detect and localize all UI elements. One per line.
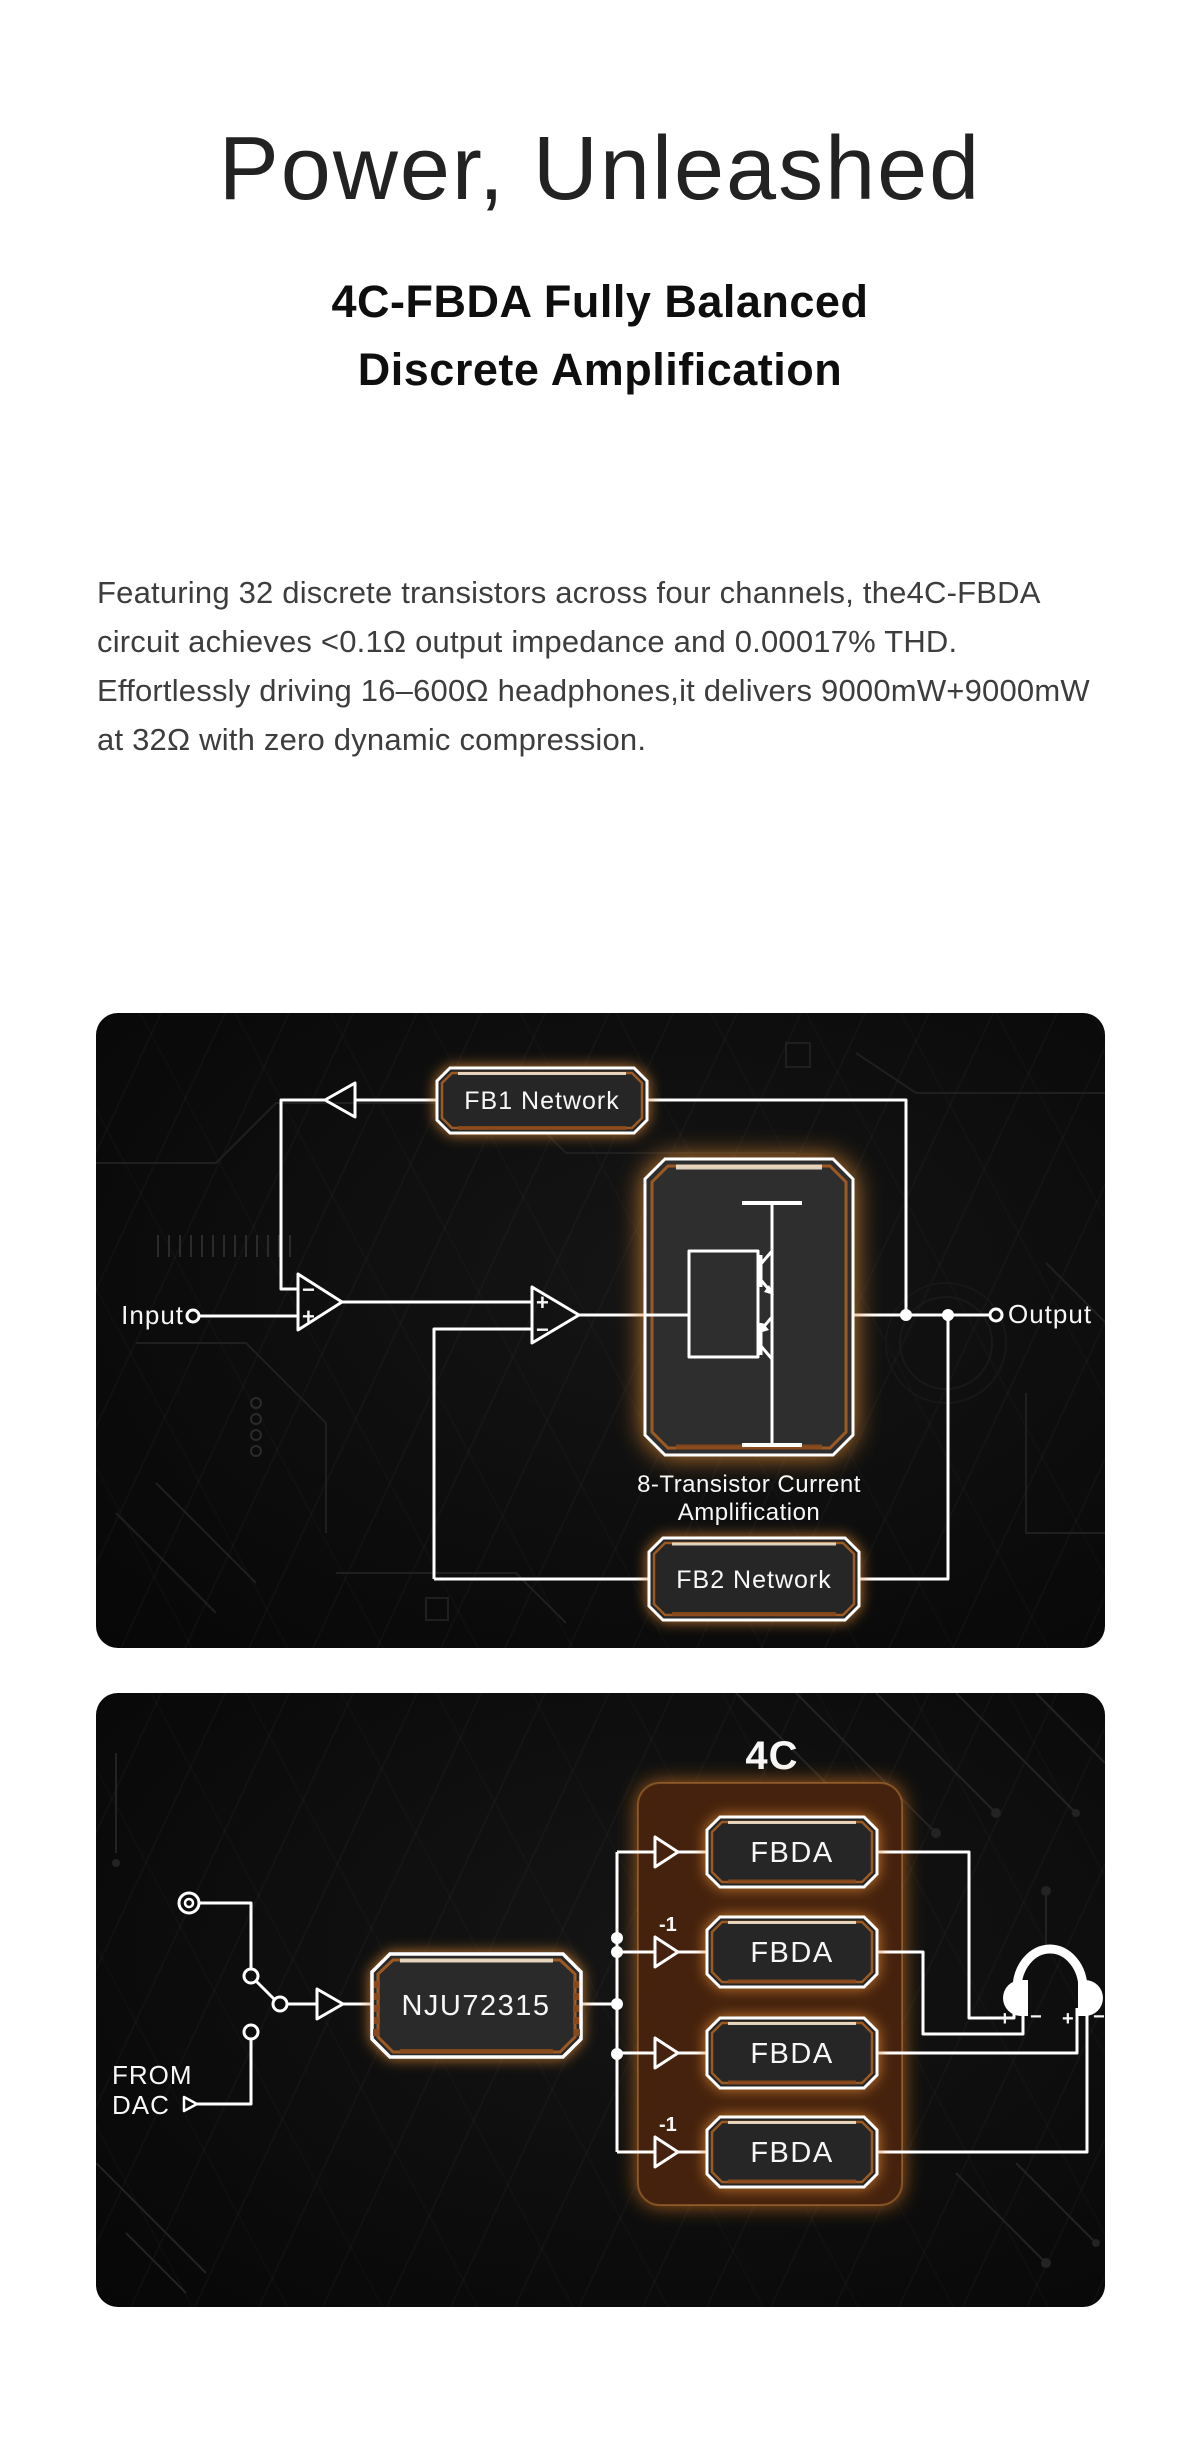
fb2-network-label: FB2 Network — [676, 1566, 832, 1594]
fb1-network-box — [437, 1068, 647, 1133]
inverter1-gain-label: -1 — [659, 1914, 677, 1936]
fbda-schematic-panel — [96, 1013, 1105, 1648]
fbda-label-3: FBDA — [750, 2038, 834, 2070]
dac-arrow-icon — [184, 2097, 197, 2111]
input-buffer-icon — [317, 1989, 343, 2019]
junction-dot — [611, 1998, 623, 2010]
feature-description: Featuring 32 discrete transistors across four channels, the4C-FBDA circuit achieves <0.1Ω output impedance and 0.00017% THD. Effortlessly driving 16–600Ω headphones,it delivers 9000mW+9000mW at 32Ω with zero dynamic compression. — [97, 575, 1090, 757]
fbda-label-2: FBDA — [750, 1937, 834, 1969]
junction-dot — [611, 1946, 623, 1958]
circuit-texture — [96, 1693, 1105, 2293]
headphone-left-plus: + — [999, 2008, 1011, 2030]
headphones-icon — [1003, 1949, 1103, 2016]
line-in-jack-icon — [179, 1893, 199, 1913]
headphone-left-minus: − — [1030, 2006, 1042, 2028]
group-4c-label: 4C — [745, 1734, 799, 1778]
page-title: Power, Unleashed — [218, 119, 982, 219]
fbda-schematic-diagram — [96, 1013, 1105, 1648]
fb1-network-label: FB1 Network — [464, 1087, 620, 1115]
nju72315-label: NJU72315 — [401, 1990, 551, 2022]
input-label: Input — [121, 1300, 184, 1330]
nju72315-chip — [372, 1954, 581, 2057]
subtitle-line-1: 4C-FBDA Fully Balanced — [331, 276, 869, 327]
from-dac-label-line1: FROM — [112, 2060, 193, 2090]
junction-dot — [611, 1932, 623, 1944]
block-caption-line1: 8-Transistor Current — [637, 1471, 861, 1498]
fbda-label-1: FBDA — [750, 1837, 834, 1869]
input-switch — [244, 1969, 287, 2039]
page-subtitle — [0, 268, 1200, 404]
opamp2-icon — [532, 1287, 579, 1343]
input-terminal — [187, 1310, 199, 1322]
fb1-inverter-icon — [325, 1083, 355, 1117]
fbda-box-2 — [707, 1917, 877, 1987]
fbda-label-4: FBDA — [750, 2137, 834, 2169]
fbda-box-4 — [707, 2117, 877, 2187]
block-caption-line2: Amplification — [677, 1499, 821, 1526]
headphone-right-plus: + — [1062, 2008, 1074, 2030]
output-label: Output — [1008, 1299, 1093, 1329]
subtitle-line-2: Discrete Amplification — [357, 344, 843, 395]
four-channel-panel — [96, 1693, 1105, 2307]
inverter2-gain-label: -1 — [659, 2114, 677, 2136]
schematic-wires — [199, 1100, 990, 1579]
from-dac-label-line2: DAC — [112, 2090, 170, 2120]
junction-dot — [942, 1309, 954, 1321]
opamp1-plus-sign: + — [302, 1304, 315, 1329]
opamp1-icon — [298, 1274, 342, 1330]
headphone-right-minus: − — [1093, 2006, 1105, 2028]
junction-dot — [611, 2048, 623, 2060]
fb2-network-box — [649, 1538, 859, 1620]
four-channel-diagram — [96, 1693, 1105, 2307]
junction-dot — [900, 1309, 912, 1321]
fbda-box-1 — [707, 1817, 877, 1887]
fbda-box-3 — [707, 2018, 877, 2088]
opamp1-minus-sign: − — [302, 1277, 315, 1302]
opamp2-minus-sign: − — [536, 1317, 549, 1342]
opamp2-plus-sign: + — [536, 1290, 549, 1315]
